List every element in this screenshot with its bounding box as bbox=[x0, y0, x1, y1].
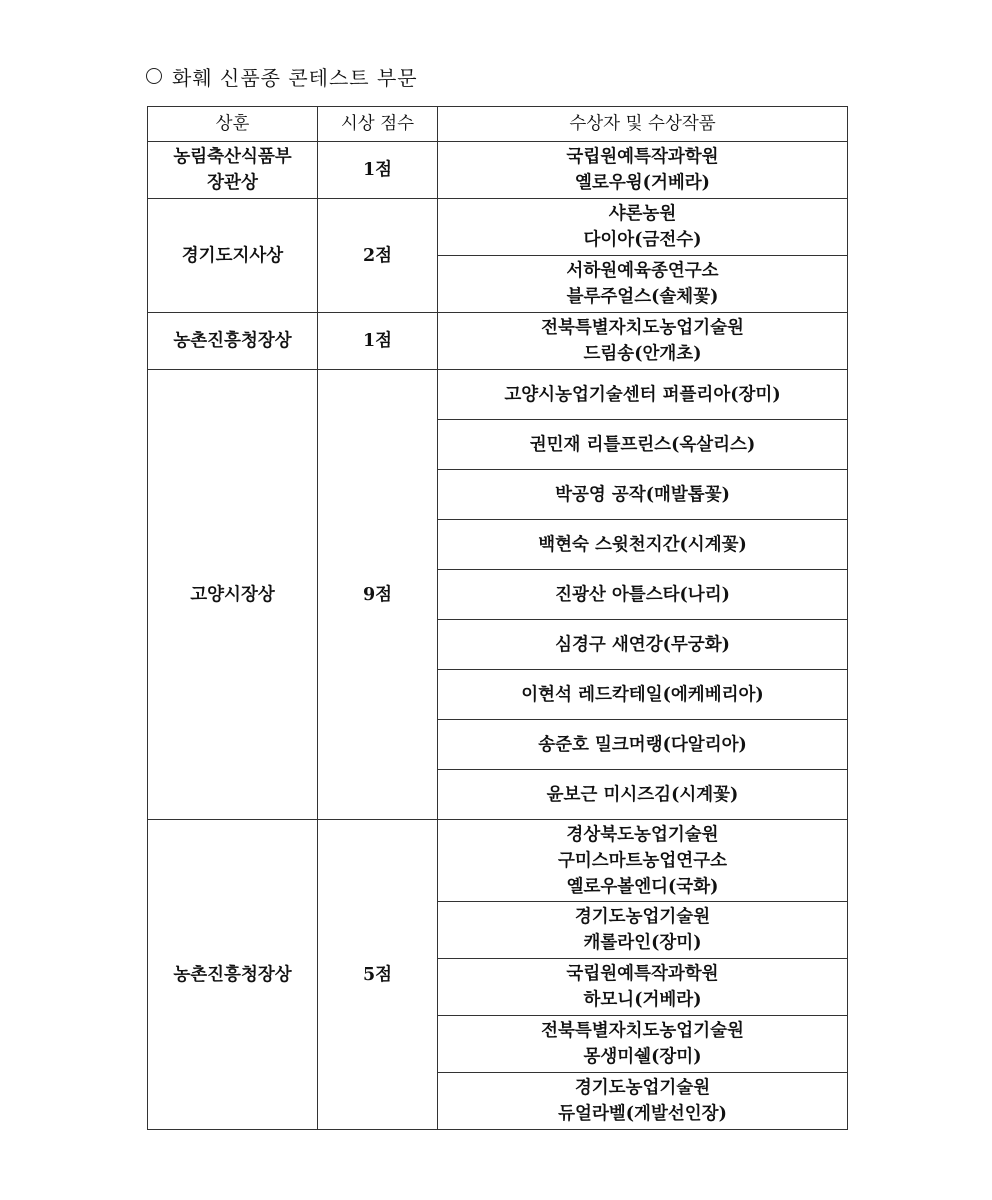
winner-cell bbox=[438, 1016, 848, 1073]
cell-text-line: 농촌진흥청장상 bbox=[173, 331, 292, 351]
winner-cell bbox=[438, 470, 848, 520]
winner-cell bbox=[438, 313, 848, 370]
cell-text-line: 구미스마트농업연구소 bbox=[557, 850, 728, 871]
cell-text-line: 듀얼라벨(게발선인장) bbox=[558, 1104, 727, 1124]
winner-cell bbox=[438, 770, 848, 820]
award-name-cell bbox=[148, 370, 318, 820]
cell-text-line: 백현숙 스윗천지간(시계꽃) bbox=[538, 534, 747, 555]
winner-cell bbox=[438, 670, 848, 720]
winner-cell bbox=[438, 420, 848, 470]
award-score-cell: 2점 bbox=[318, 199, 438, 313]
cell-text-line: 권민재 리틀프린스(옥살리스) bbox=[529, 434, 756, 455]
winner-cell bbox=[438, 370, 848, 420]
cell-text-line: 드림송(안개초) bbox=[583, 344, 702, 364]
awards-table-body bbox=[148, 142, 848, 1130]
section-title: 화훼 신품종 콘테스트 부문 bbox=[172, 65, 418, 90]
cell-text-line: 고양시장상 bbox=[190, 584, 275, 605]
winner-cell bbox=[438, 142, 848, 199]
winner-cell bbox=[438, 256, 848, 313]
table-row bbox=[148, 820, 848, 902]
cell-text-line: 농촌진흥청장상 bbox=[173, 964, 292, 985]
cell-text-line: 전북특별자치도농업기술원 bbox=[541, 1021, 744, 1041]
award-name-cell bbox=[148, 820, 318, 1130]
cell-text-line: 전북특별자치도농업기술원 bbox=[541, 318, 744, 338]
table-header-row bbox=[148, 107, 848, 142]
cell-text-line: 샤론농원 bbox=[608, 204, 677, 224]
winner-cell bbox=[438, 570, 848, 620]
table-row bbox=[148, 142, 848, 199]
award-name-cell bbox=[148, 313, 318, 370]
award-score-cell: 9점 bbox=[318, 370, 438, 820]
winner-cell bbox=[438, 1073, 848, 1130]
winner-cell bbox=[438, 620, 848, 670]
winner-cell bbox=[438, 902, 848, 959]
cell-text-line: 고양시농업기술센터 퍼플리아(장미) bbox=[504, 384, 781, 405]
cell-text-line: 장관상 bbox=[207, 173, 258, 193]
cell-text-line: 옐로우윙(거베라) bbox=[575, 173, 710, 193]
header-score: 시상 점수 bbox=[318, 107, 438, 142]
cell-text-line: 진광산 아틀스타(나리) bbox=[555, 584, 730, 605]
cell-text-line: 옐로우볼엔디(국화) bbox=[566, 876, 719, 897]
cell-text-line: 캐롤라인(장미) bbox=[583, 933, 702, 953]
cell-text-line: 국립원예특작과학원 bbox=[566, 964, 719, 984]
cell-text-line: 경상북도농업기술원 bbox=[566, 824, 719, 845]
winner-cell bbox=[438, 820, 848, 902]
section-heading bbox=[146, 62, 418, 90]
cell-text-line: 블루주얼스(솔체꽃) bbox=[566, 287, 719, 307]
cell-text-line: 이현석 레드칵테일(에케베리아) bbox=[521, 684, 764, 705]
table-row bbox=[148, 313, 848, 370]
table-row bbox=[148, 199, 848, 256]
circle-bullet-icon bbox=[146, 68, 162, 84]
award-name-cell bbox=[148, 142, 318, 199]
award-score-cell: 1점 bbox=[318, 142, 438, 199]
header-award: 상훈 bbox=[148, 107, 318, 142]
award-score-cell: 1점 bbox=[318, 313, 438, 370]
winner-cell bbox=[438, 720, 848, 770]
award-score-cell: 5점 bbox=[318, 820, 438, 1130]
cell-text-line: 하모니(거베라) bbox=[583, 990, 702, 1010]
header-winners: 수상자 및 수상작품 bbox=[438, 107, 848, 142]
cell-text-line: 경기도지사상 bbox=[181, 245, 284, 266]
cell-text-line: 박공영 공작(매발톱꽃) bbox=[555, 484, 730, 505]
cell-text-line: 송준호 밀크머랭(다알리아) bbox=[538, 734, 747, 755]
cell-text-line: 서하원예육종연구소 bbox=[566, 261, 719, 281]
cell-text-line: 국립원예특작과학원 bbox=[566, 147, 719, 167]
winner-cell bbox=[438, 199, 848, 256]
awards-table bbox=[147, 106, 848, 1130]
cell-text-line: 다이아(금전수) bbox=[583, 230, 702, 250]
winner-cell bbox=[438, 959, 848, 1016]
winner-cell bbox=[438, 520, 848, 570]
cell-text-line: 경기도농업기술원 bbox=[574, 1078, 711, 1098]
cell-text-line: 윤보근 미시즈김(시계꽃) bbox=[546, 784, 739, 805]
cell-text-line: 농림축산식품부 bbox=[173, 147, 292, 167]
cell-text-line: 몽생미쉘(장미) bbox=[583, 1047, 702, 1067]
cell-text-line: 경기도농업기술원 bbox=[574, 907, 711, 927]
cell-text-line: 심경구 새연강(무궁화) bbox=[555, 634, 730, 655]
award-name-cell bbox=[148, 199, 318, 313]
table-row bbox=[148, 370, 848, 420]
